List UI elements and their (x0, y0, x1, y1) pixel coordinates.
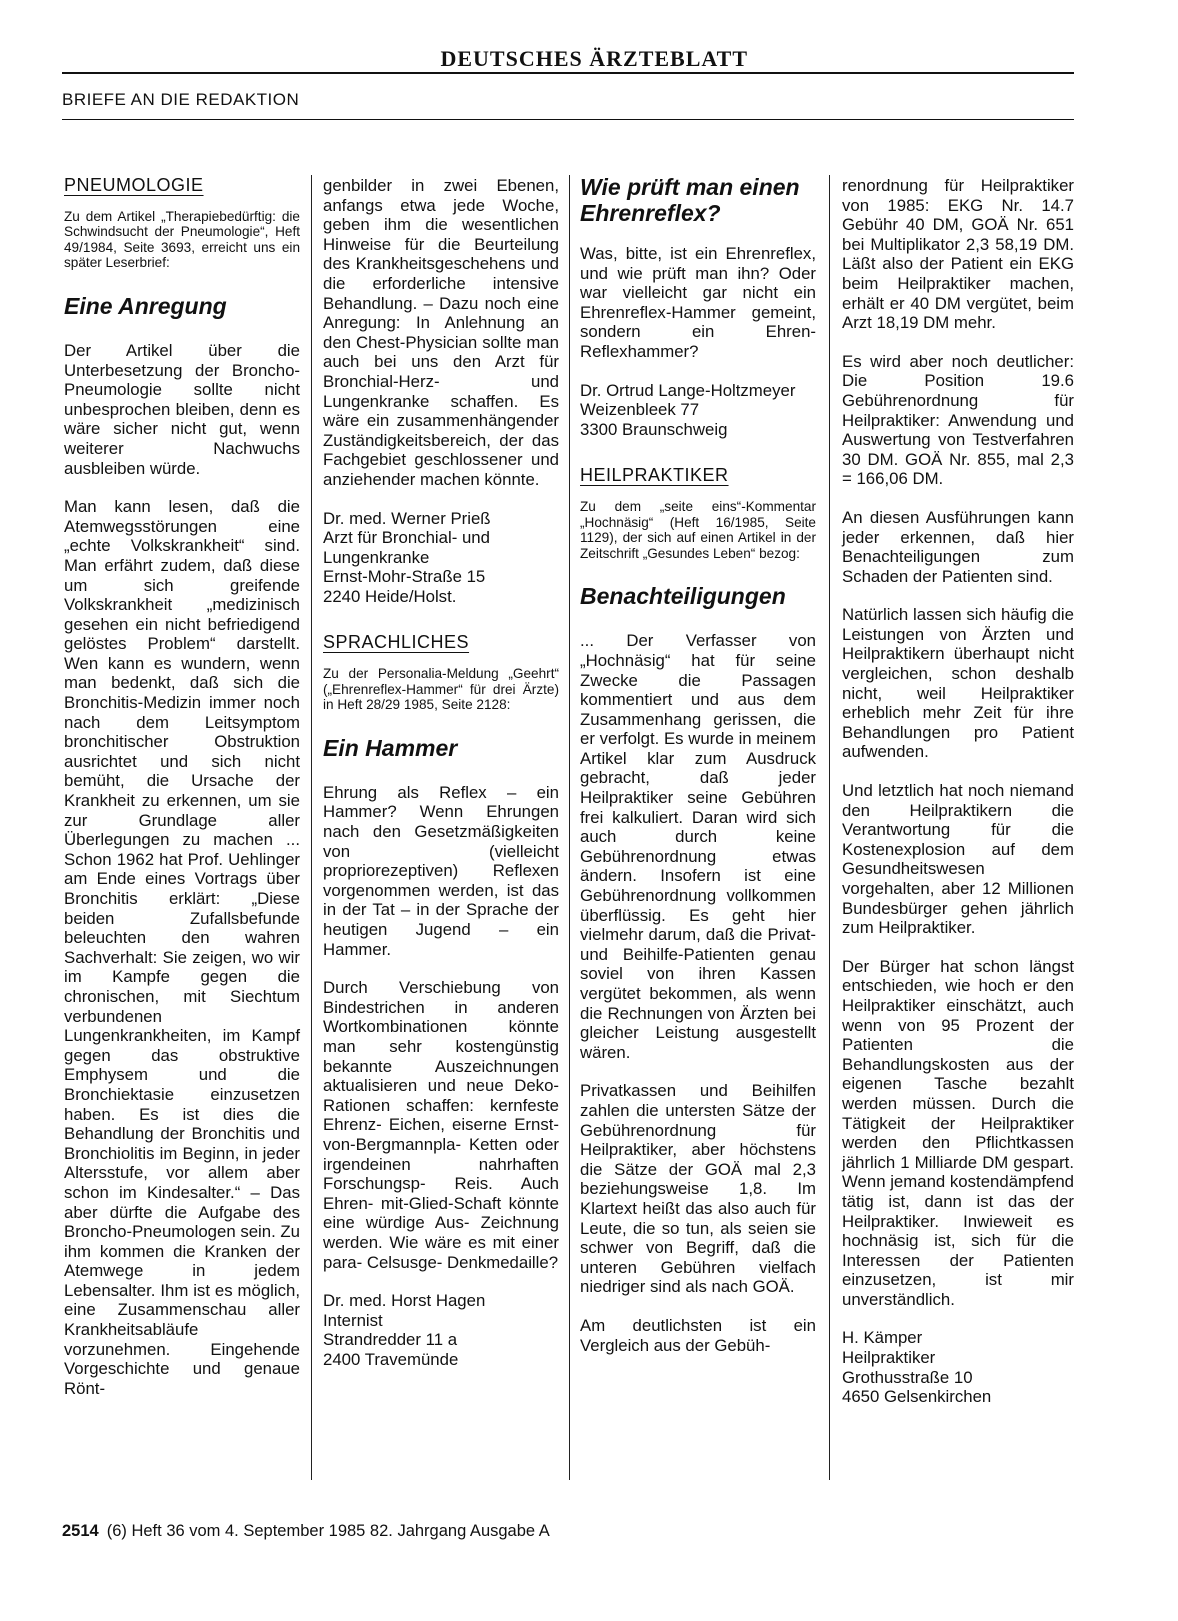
column-divider (829, 175, 830, 1480)
signature-line: Weizenbleek 77 (580, 400, 700, 420)
paragraph: Was, bitte, ist ein Ehrenreflex, und wie prüft man ihn? Oder war vielleicht gar nicht ein Ehrenreflex-Hammer gemeint, sondern ein Ehren-Reflexhammer? (580, 244, 816, 361)
paragraph: Und letztlich hat noch niemand den Heilpraktikern die Verantwortung für die Kostenexplosion auf dem Gesundheitswesen vorgehalten, aber 12 Millionen Bundesbürger gehen jährlich zum Heilpraktiker. (842, 781, 1074, 938)
header-rule (62, 119, 1074, 120)
signature-line: Internist (323, 1310, 383, 1330)
paragraph: Man kann lesen, daß die Atemwegsstörungen eine „echte Volkskrankheit“ sind. Man erfährt zudem, daß diese um sich greifende Volkskrankheit „medizinisch gesehen ein nicht befriedigend gelöstes Problem“ darstellt. Wen kann es wundern, wenn man bedenkt, daß sich die Bronchitis-Medizin immer noch nach dem Leitsymptom bronchitischer Obstruktion ausrichtet und sich nicht bemüht, die Ursache der Krankheit zu erkennen, um sie zur Grundlage aller Überlegungen zu machen ... Schon 1962 hat Prof. Uehlinger am Ende eines Vortrags über Bronchitis erklärt: „Diese beiden Zufallsbefunde beleuchten den wahren Sachverhalt: Sie zeigen, wo wir im Kampfe gegen die chronischen, mit Siechtum verbundenen Lungenkrankheiten, im Kampf gegen das obstruktive Emphysem und die Bronchiektasie einzusetzen haben. Es ist dies die Behandlung der Bronchitis und Bronchiolitis im Beginn, in jeder Altersstufe, vor allem aber schon im Kindesalter.“ – Das aber dürfte die Aufgabe des Broncho-Pneumologen sein. Zu ihm kommen die Kranken der Atemwege in jedem Lebensalter. Ihm ist es möglich, eine Zusammenschau aller Krankheitsabläufe vorzunehmen. Eingehende Vorgeschichte und genaue Rönt- (64, 497, 301, 1398)
article-intro: Zu dem „seite eins“-Kommentar „Hochnäsig“ (Heft 16/1985, Seite 1129), der sich auf einen Artikel in der Zeitschrift „Gesundes Leben“ bezog: (580, 498, 816, 561)
issue-info: (6) Heft 36 vom 4. September 1985 82. Jahrgang Ausgabe A (106, 1522, 550, 1540)
column-2 (323, 176, 559, 1396)
paragraph: Ehrung als Reflex – ein Hammer? Wenn Ehrungen nach den Gesetzmäßigkeiten von (vielleicht propriorezeptiven) Reflexen vorgenommen werden, ist das in der Tat – in der Sprache der heutigen Jugend – ein Hammer. (323, 782, 559, 959)
page-number: 2514 (62, 1522, 99, 1540)
letter-title: Ein Hammer (323, 734, 458, 761)
signature-line: Heilpraktiker (842, 1348, 936, 1368)
paragraph: Privatkassen und Beihilfen zahlen die untersten Sätze der Gebührenordnung für Heilpraktiker, aber höchstens die Sätze der GOÄ mal 2,3 beziehungsweise 1,8. Im Klartext heißt das also auch für Leute, die so tun, als seien sie schwer von Begriff, daß die unteren Gebühren vielfach niedriger sind als nach GOÄ. (580, 1081, 816, 1297)
column-1 (64, 176, 300, 1417)
paragraph: Der Artikel über die Unterbesetzung der Broncho-Pneumologie sollte nicht unbesprochen bleiben, denn es wäre sicher nicht gut, wenn weiterer Nachwuchs ausbleiben würde. (64, 340, 300, 478)
article-intro: Zu dem Artikel „Therapiebedürftig: die Schwindsucht der Pneumologie“, Heft 49/1984, Seite 3693, erreicht uns ein später Leserbrief: (64, 208, 300, 271)
letter-title: Wie prüft man einen Ehrenreflex? (580, 174, 800, 226)
paragraph: renordnung für Heilpraktiker von 1985: EKG Nr. 14.7 Gebühr 40 DM, GOÄ Nr. 651 bei Multiplikator 2,3 58,19 DM. Läßt also der Patient ein EKG beim Heilpraktiker machen, erhält er 40 DM vergütet, beim Arzt 18,19 DM mehr. (842, 176, 1074, 333)
paragraph: Am deutlichsten ist ein Vergleich aus der Gebüh- (580, 1315, 816, 1355)
rubric-heading: PNEUMOLOGIE (64, 175, 204, 195)
letter-title: Eine Anregung (64, 292, 227, 319)
column-divider (311, 175, 312, 1480)
article-intro: Zu der Personalia-Meldung „Geehrt“ („Ehrenreflex-Hammer“ für drei Ärzte) in Heft 28/29 1985, Seite 2128: (323, 666, 559, 713)
signature-line: Strandredder 11 a (323, 1330, 458, 1350)
paragraph: An diesen Ausführungen kann jeder erkennen, daß hier Benachteiligungen zum Schaden der Patienten sind. (842, 507, 1074, 586)
paragraph: Durch Verschiebung von Bindestrichen in anderen Wortkombinationen könnte man sehr kostengünstig bekannte Auszeichnungen aktualisieren und neue Deko- Rationen schaffen: kernfeste Ehrenz- Eichen, eiserne Ernst-von-Bergmannpla- Ketten oder irgendeinen nahrhaften Forschungsp- Reis. Auch Ehren- mit-Glied-Schaft könnte eine würdige Aus- Zeichnung werden. Wie wäre es mit einer para- Celsusge- Denkmedaille? (323, 978, 559, 1272)
signature-line: Dr. med. Horst Hagen (323, 1291, 486, 1311)
signature-line: 2240 Heide/Holst. (323, 586, 457, 606)
signature-block (323, 509, 559, 607)
letter-title: Benachteiligungen (580, 583, 786, 610)
paragraph: Natürlich lassen sich häufig die Leistungen von Ärzten und Heilpraktikern überhaupt nicht vergleichen, schon deshalb nicht, weil Heilpraktiker erheblich mehr Zeit für ihre Behandlungen pro Patient aufwenden. (842, 605, 1074, 762)
signature-block (580, 381, 816, 440)
column-3 (580, 176, 816, 1374)
column-4 (842, 176, 1074, 1434)
column-divider (569, 175, 570, 1480)
signature-line: Ernst-Mohr-Straße 15 (323, 567, 486, 587)
masthead-title: DEUTSCHES ÄRZTEBLATT (440, 46, 748, 71)
masthead (62, 48, 1074, 74)
rubric-heading: HEILPRAKTIKER (580, 465, 729, 486)
signature-block (842, 1328, 1074, 1406)
section-label: BRIEFE AN DIE REDAKTION (62, 90, 300, 109)
paragraph: ... Der Verfasser von „Hochnäsig“ hat für seine Zwecke die Passagen kommentiert und aus dem Zusammenhang gerissen, die er verfolgt. Es wurde in meinem Artikel klar zum Ausdruck gebracht, daß jeder Heilpraktiker seine Gebühren frei kalkuliert. Daran wird sich auch durch keine Gebührenordnung etwas ändern. Insofern ist eine Gebührenordnung vollkommen überflüssig. Es geht hier vielmehr darum, daß die Privat- und Beihilfe-Patienten genau soviel von ihren Kassen vergütet bekommen, als wenn die Rechnungen von Ärzten bei gleicher Leistung ausgestellt wären. (580, 631, 816, 1062)
signature-line: Dr. med. Werner Prieß (323, 508, 491, 528)
rubric-heading: SPRACHLICHES (323, 632, 470, 653)
signature-line: Dr. Ortrud Lange-Holtzmeyer (580, 380, 796, 400)
signature-line: Grothusstraße 10 (842, 1367, 973, 1387)
signature-line: 4650 Gelsenkirchen (842, 1387, 992, 1407)
paragraph: genbilder in zwei Ebenen, anfangs etwa jede Woche, geben ihm die wesentlichen Hinweise für die Beurteilung des Krankheitsgeschehens und die erforderliche intensive Behandlung. – Dazu noch eine Anregung: In Anlehnung an den Chest-Physician sollte man auch bei uns den Arzt für Bronchial-Herz- und Lungenkranke schaffen. Es wäre ein zusammenhängender Zuständigkeitsbereich, der das Fachgebiet geschlossener und anziehender machen könnte. (323, 176, 559, 489)
page-footer (62, 1522, 550, 1541)
paragraph: Der Bürger hat schon längst entschieden, wie hoch er den Heilpraktiker einschätzt, auch wenn von 95 Prozent der Patienten die Behandlungskosten aus der eigenen Tasche bezahlt werden müssen. Durch die Tätigkeit der Heilpraktiker werden den Pflichtkassen jährlich 1 Milliarde DM gespart. Wenn jemand kostendämpfend tätig ist, dann ist das der Heilpraktiker. Inwieweit es hochnäsig ist, sich für die Interessen der Patienten einzusetzen, ist mir unverständlich. (842, 956, 1074, 1309)
paragraph: Es wird aber noch deutlicher: Die Position 19.6 Gebührenordnung für Heilpraktiker: Anwendung und Auswertung von Testverfahren 30 DM. GOÄ Nr. 855, mal 2,3 = 166,06 DM. (842, 351, 1074, 489)
signature-line: Arzt für Bronchial- und Lungenkranke (323, 528, 490, 567)
signature-line: 3300 Braunschweig (580, 419, 728, 439)
signature-block (323, 1291, 559, 1369)
signature-line: 2400 Travemünde (323, 1349, 459, 1369)
signature-line: H. Kämper (842, 1328, 923, 1348)
